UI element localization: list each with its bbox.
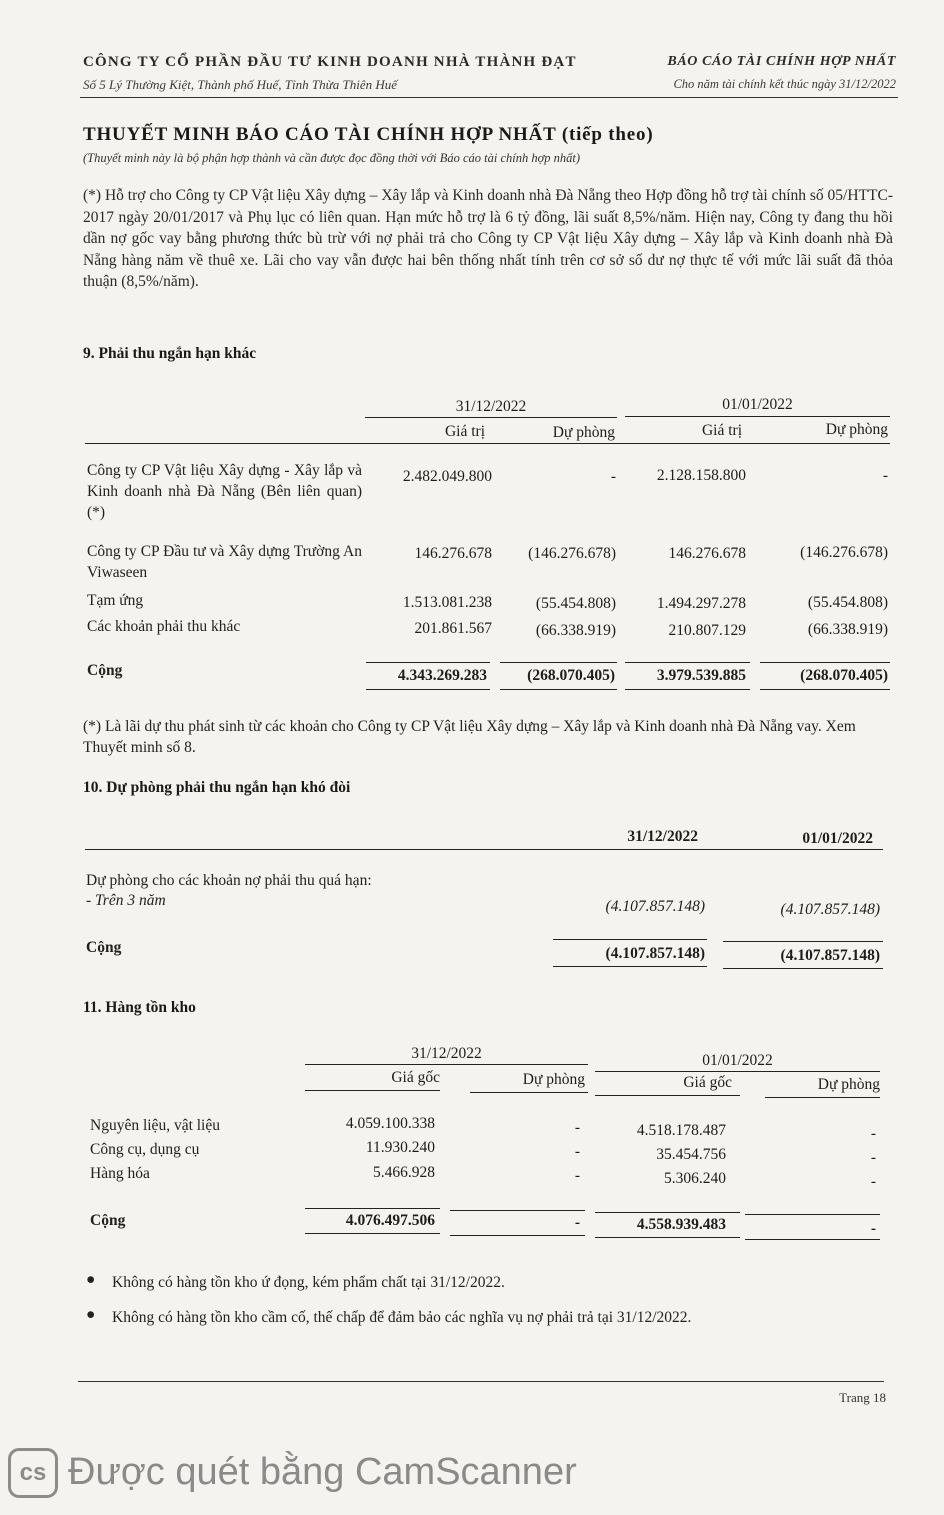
sec9-row-value-2: 2.128.158.800 (656, 467, 746, 484)
sec9-row-provision-2: (66.338.919) (807, 621, 888, 638)
sec9-row-provision-2: (146.276.678) (800, 544, 888, 561)
sec9-period-2: 01/01/2022 (722, 396, 793, 413)
sec11-period-1: 31/12/2022 (411, 1045, 482, 1062)
sec11-total-underline (305, 1233, 440, 1234)
sec11-period-2-rule (595, 1071, 880, 1072)
sec11-total-rule (745, 1214, 880, 1215)
sec11-period-1-rule (305, 1064, 588, 1065)
sec10-total-rule (723, 941, 883, 942)
sec10-period-1: 31/12/2022 (627, 828, 698, 845)
sec11-header-rule (470, 1092, 588, 1093)
sec9-row-value-1: 146.276.678 (414, 545, 492, 562)
sec11-total-rule (595, 1212, 740, 1213)
sec9-row-label: Công ty CP Đầu tư và Xây dựng Trường An Viwaseen (87, 543, 362, 581)
report-name: BÁO CÁO TÀI CHÍNH HỢP NHẤT (667, 54, 896, 69)
sec9-row-provision-1: (66.338.919) (535, 622, 616, 639)
sec9-total-rule (760, 662, 890, 663)
sec11-total-rule (305, 1208, 440, 1209)
sec11-total-underline (595, 1237, 740, 1238)
sec10-total-1: (4.107.857.148) (605, 945, 705, 962)
footer-divider (78, 1381, 884, 1382)
bullet-icon: ● (86, 1306, 96, 1323)
camscanner-watermark: Được quét bằng CamScanner (68, 1451, 577, 1493)
section-11-heading: 11. Hàng tồn kho (83, 999, 196, 1016)
sec9-period-1: 31/12/2022 (455, 398, 527, 415)
sec10-total-underline (723, 968, 883, 969)
sec11-header-rule (595, 1095, 740, 1096)
company-name: CÔNG TY CỔ PHẦN ĐẦU TƯ KINH DOANH NHÀ THÀNH ĐẠT (83, 54, 577, 70)
company-address: Số 5 Lý Thường Kiệt, Thành phố Huế, Tỉnh Thừa Thiên Huế (83, 77, 397, 92)
sec9-row-value-2: 210.807.129 (668, 622, 746, 639)
header-divider (80, 97, 898, 98)
sec10-total-label: Cộng (86, 939, 122, 956)
section-9-heading: 9. Phải thu ngắn hạn khác (83, 345, 257, 362)
sec9-row-value-1: 1.513.081.238 (402, 594, 492, 611)
sec11-row-label: Công cụ, dụng cụ (90, 1141, 200, 1158)
sec9-total-rule (625, 662, 750, 663)
sec9-row-provision-2: (55.454.808) (807, 594, 888, 611)
sec9-period-2-rule (625, 416, 890, 417)
sec11-total-provision-2: - (870, 1220, 876, 1237)
sec9-total-value-2: 3.979.539.885 (656, 667, 746, 684)
sec9-row-provision-1: (146.276.678) (528, 545, 616, 562)
page-subtitle: (Thuyết minh này là bộ phận hợp thành và cần được đọc đồng thời với Báo cáo tài chính hợp nhất) (83, 151, 581, 165)
sec11-header-rule (305, 1090, 440, 1091)
sec11-row-label: Hàng hóa (90, 1165, 150, 1182)
sec11-total-cost-2: 4.558.939.483 (636, 1216, 726, 1233)
sec9-row-provision-1: - (610, 468, 616, 485)
sec9-period-1-rule (365, 417, 617, 418)
sec10-total-rule (553, 939, 707, 940)
sec11-bullet-text: Không có hàng tồn kho ứ đọng, kém phẩm chất tại 31/12/2022. (112, 1274, 505, 1291)
sec11-row-provision-1: - (574, 1143, 580, 1160)
sec11-period-2: 01/01/2022 (702, 1052, 773, 1069)
sec9-row-provision-2: - (882, 467, 888, 484)
sec9-total-underline (500, 689, 617, 690)
sec11-row-provision-1: - (574, 1119, 580, 1136)
sec11-row-cost-1: 11.930.240 (365, 1139, 435, 1156)
sec10-total-underline (553, 966, 707, 967)
sec11-total-rule (450, 1210, 585, 1211)
sec11-row-provision-1: - (574, 1167, 580, 1184)
sec11-col-cost-1: Giá gốc (391, 1069, 440, 1086)
bullet-icon: ● (86, 1271, 96, 1288)
sec10-value-1: (4.107.857.148) (605, 898, 705, 915)
sec11-total-underline (450, 1235, 585, 1236)
sec9-row-provision-1: (55.454.808) (535, 595, 616, 612)
sec9-col-value-2: Giá trị (701, 422, 742, 439)
sec10-period-2: 01/01/2022 (802, 830, 873, 847)
sec9-total-value-1: 4.343.269.283 (397, 667, 487, 684)
sec11-row-provision-2: - (870, 1125, 876, 1142)
sec9-total-label: Cộng (87, 662, 123, 679)
sec11-row-cost-2: 35.454.756 (656, 1146, 726, 1163)
sec11-row-provision-2: - (870, 1173, 876, 1190)
sec9-total-provision-2: (268.070.405) (800, 667, 888, 684)
sec9-col-provision-2: Dự phòng (825, 421, 888, 438)
sec11-total-label: Cộng (90, 1212, 126, 1229)
sec10-sub-label: - Trên 3 năm (86, 892, 166, 909)
sec9-row-label: Các khoản phải thu khác (87, 618, 241, 635)
sec10-header-rule (85, 849, 883, 850)
sec9-total-rule (500, 662, 617, 663)
report-period: Cho năm tài chính kết thúc ngày 31/12/2022 (673, 77, 896, 91)
sec11-col-provision-2: Dự phòng (817, 1076, 880, 1093)
sec11-row-cost-1: 5.466.928 (373, 1164, 435, 1181)
sec9-col-value-1: Giá trị (444, 423, 485, 440)
sec11-col-provision-1: Dự phòng (522, 1071, 585, 1088)
camscanner-logo-icon: cs (8, 1448, 58, 1498)
sec9-total-rule (366, 662, 490, 663)
sec10-total-2: (4.107.857.148) (780, 947, 880, 964)
sec9-row-label: Tạm ứng (87, 592, 144, 609)
sec9-total-provision-1: (268.070.405) (527, 667, 615, 684)
sec11-total-underline (745, 1239, 880, 1240)
sec9-total-underline (366, 689, 490, 690)
page-number: Trang 18 (839, 1390, 886, 1405)
sec9-row-value-1: 201.861.567 (414, 620, 492, 637)
sec9-row-label: Công ty CP Vật liệu Xây dựng - Xây lắp và Kinh doanh nhà Đà Nẵng (Bên liên quan) (*) (87, 462, 362, 521)
sec9-total-underline (625, 689, 750, 690)
section-10-heading: 10. Dự phòng phải thu ngắn hạn khó đòi (83, 779, 351, 796)
sec9-row-value-1: 2.482.049.800 (402, 468, 492, 485)
sec10-value-2: (4.107.857.148) (780, 901, 880, 918)
sec9-row-value-2: 146.276.678 (668, 545, 746, 562)
sec9-footnote: (*) Là lãi dự thu phát sinh từ các khoản cho Công ty CP Vật liệu Xây dựng – Xây lắp và Kinh doanh nhà Đà Nẵng vay. Xem Thuyết minh số 8. (83, 718, 856, 756)
sec10-row-label: Dự phòng cho các khoản nợ phải thu quá hạn: (86, 872, 372, 889)
sec9-row-value-2: 1.494.297.278 (656, 595, 746, 612)
sec9-col-provision-1: Dự phòng (552, 424, 615, 441)
sec11-total-provision-1: - (574, 1214, 580, 1231)
sec11-header-rule (765, 1097, 880, 1098)
sec9-header-rule (85, 443, 890, 444)
sec9-total-underline (760, 689, 890, 690)
sec11-row-cost-2: 4.518.178.487 (636, 1122, 726, 1139)
page-title: THUYẾT MINH BÁO CÁO TÀI CHÍNH HỢP NHẤT (tiếp theo) (83, 124, 654, 145)
sec11-row-provision-2: - (870, 1149, 876, 1166)
sec11-total-cost-1: 4.076.497.506 (345, 1212, 435, 1229)
intro-note: (*) Hỗ trợ cho Công ty CP Vật liệu Xây dựng – Xây lắp và Kinh doanh nhà Đà Nẵng theo Hợp đồng hỗ trợ tài chính số 05/HTTC-2017 ngày 20/01/2017 và Phụ lục có liên quan. Hạn mức hỗ trợ là 6 tỷ đồng, lãi suất 8,5%/năm. Hiện nay, Công ty đang thu hồi dần nợ gốc vay bằng phương thức bù trừ với nợ phải trả cho Công ty CP Vật liệu Xây dựng – Xây lắp và Kinh doanh nhà Đà Nẵng hàng năm về thuê xe. Lãi cho vay vẫn được hai bên thống nhất tính trên cơ sở số dư nợ thực tế với mức lãi suất đã thỏa thuận (8,5%/năm). (83, 187, 893, 290)
sec11-row-label: Nguyên liệu, vật liệu (90, 1117, 220, 1134)
sec11-col-cost-2: Giá gốc (683, 1074, 732, 1091)
sec11-row-cost-1: 4.059.100.338 (345, 1115, 435, 1132)
sec11-row-cost-2: 5.306.240 (664, 1170, 726, 1187)
sec11-bullet-text: Không có hàng tồn kho cầm cố, thế chấp để đảm bảo các nghĩa vụ nợ phải trả tại 31/12/2022. (112, 1309, 692, 1326)
